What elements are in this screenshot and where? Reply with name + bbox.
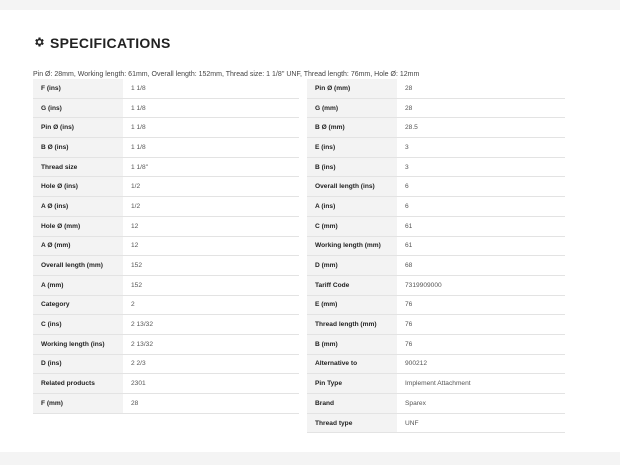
spec-value: 76 [397, 295, 565, 315]
spec-value: UNF [397, 413, 565, 433]
spec-row [307, 315, 565, 335]
spec-row [33, 138, 299, 158]
right-spec-table [307, 79, 565, 433]
spec-label: B Ø (mm) [307, 118, 397, 138]
spec-row [307, 256, 565, 276]
spec-value: 2 13/32 [123, 334, 299, 354]
spec-label: F (mm) [33, 394, 123, 414]
spec-row [33, 334, 299, 354]
spec-value: 1/2 [123, 197, 299, 217]
spec-value: 61 [397, 236, 565, 256]
spec-row [33, 157, 299, 177]
spec-label: B Ø (ins) [33, 138, 123, 158]
spec-label: G (ins) [33, 98, 123, 118]
spec-label: E (ins) [307, 138, 397, 158]
spec-value: 1 1/8'' [123, 157, 299, 177]
spec-value: 28.5 [397, 118, 565, 138]
spec-row [307, 197, 565, 217]
spec-value: 152 [123, 275, 299, 295]
spec-label: D (ins) [33, 354, 123, 374]
section-title: SPECIFICATIONS [50, 35, 171, 51]
spec-label: Alternative to [307, 354, 397, 374]
spec-label: Working length (ins) [33, 334, 123, 354]
left-spec-table [33, 79, 299, 414]
spec-row [33, 354, 299, 374]
spec-row [307, 177, 565, 197]
spec-value: 28 [397, 98, 565, 118]
spec-row [307, 98, 565, 118]
spec-label: Pin Ø (ins) [33, 118, 123, 138]
spec-label: Thread size [33, 157, 123, 177]
spec-label: Overall length (ins) [307, 177, 397, 197]
spec-label: F (ins) [33, 79, 123, 98]
spec-value: 1 1/8 [123, 118, 299, 138]
spec-row [33, 79, 299, 98]
spec-value: 6 [397, 177, 565, 197]
spec-value: 2 2/3 [123, 354, 299, 374]
spec-value: 7319909000 [397, 275, 565, 295]
spec-row [33, 236, 299, 256]
spec-value: 900212 [397, 354, 565, 374]
spec-label: Pin Type [307, 374, 397, 394]
spec-value: 1 1/8 [123, 79, 299, 98]
spec-row [307, 295, 565, 315]
spec-value: 1 1/8 [123, 98, 299, 118]
spec-label: Hole Ø (mm) [33, 216, 123, 236]
spec-value: 28 [123, 394, 299, 414]
spec-value: 76 [397, 334, 565, 354]
spec-row [307, 354, 565, 374]
spec-row [33, 256, 299, 276]
spec-label: Brand [307, 394, 397, 414]
spec-row [33, 177, 299, 197]
spec-value: 3 [397, 157, 565, 177]
spec-row [307, 79, 565, 98]
spec-label: Pin Ø (mm) [307, 79, 397, 98]
spec-row [33, 295, 299, 315]
spec-row [307, 374, 565, 394]
spec-row [307, 138, 565, 158]
spec-label: B (mm) [307, 334, 397, 354]
spec-value: 76 [397, 315, 565, 335]
spec-value: 1 1/8 [123, 138, 299, 158]
spec-row [307, 118, 565, 138]
spec-label: E (mm) [307, 295, 397, 315]
spec-label: Working length (mm) [307, 236, 397, 256]
spec-label: A Ø (ins) [33, 197, 123, 217]
spec-value: 68 [397, 256, 565, 276]
spec-value: 2 13/32 [123, 315, 299, 335]
spec-value: Sparex [397, 394, 565, 414]
spec-value: 152 [123, 256, 299, 276]
spec-row [33, 394, 299, 414]
spec-value: 3 [397, 138, 565, 158]
spec-label: Overall length (mm) [33, 256, 123, 276]
spec-row [33, 374, 299, 394]
spec-value: 2301 [123, 374, 299, 394]
spec-label: A (ins) [307, 197, 397, 217]
spec-row [33, 118, 299, 138]
spec-label: D (mm) [307, 256, 397, 276]
spec-row [33, 216, 299, 236]
spec-label: Hole Ø (ins) [33, 177, 123, 197]
spec-value: 2 [123, 295, 299, 315]
spec-summary: Pin Ø: 28mm, Working length: 61mm, Overall length: 152mm, Thread size: 1 1/8'' UNF, Thread length: 76mm, Hole Ø: 12mm [33, 71, 420, 78]
spec-value: 1/2 [123, 177, 299, 197]
gear-icon [33, 35, 45, 51]
spec-row [307, 157, 565, 177]
spec-row [307, 413, 565, 433]
spec-value: 28 [397, 79, 565, 98]
spec-value: 6 [397, 197, 565, 217]
spec-label: B (ins) [307, 157, 397, 177]
spec-row [33, 197, 299, 217]
spec-row [307, 394, 565, 414]
spec-label: Thread length (mm) [307, 315, 397, 335]
spec-row [33, 275, 299, 295]
spec-label: C (ins) [33, 315, 123, 335]
spec-row [307, 334, 565, 354]
spec-label: Tariff Code [307, 275, 397, 295]
spec-row [307, 216, 565, 236]
spec-row [33, 315, 299, 335]
spec-value: 12 [123, 216, 299, 236]
spec-label: Related products [33, 374, 123, 394]
spec-label: G (mm) [307, 98, 397, 118]
spec-label: A (mm) [33, 275, 123, 295]
spec-row [307, 236, 565, 256]
spec-label: Category [33, 295, 123, 315]
spec-row [33, 98, 299, 118]
section-heading [33, 35, 171, 51]
spec-label: A Ø (mm) [33, 236, 123, 256]
spec-value: 12 [123, 236, 299, 256]
spec-value: Implement Attachment [397, 374, 565, 394]
spec-label: C (mm) [307, 216, 397, 236]
spec-row [307, 275, 565, 295]
spec-value: 61 [397, 216, 565, 236]
spec-label: Thread type [307, 413, 397, 433]
